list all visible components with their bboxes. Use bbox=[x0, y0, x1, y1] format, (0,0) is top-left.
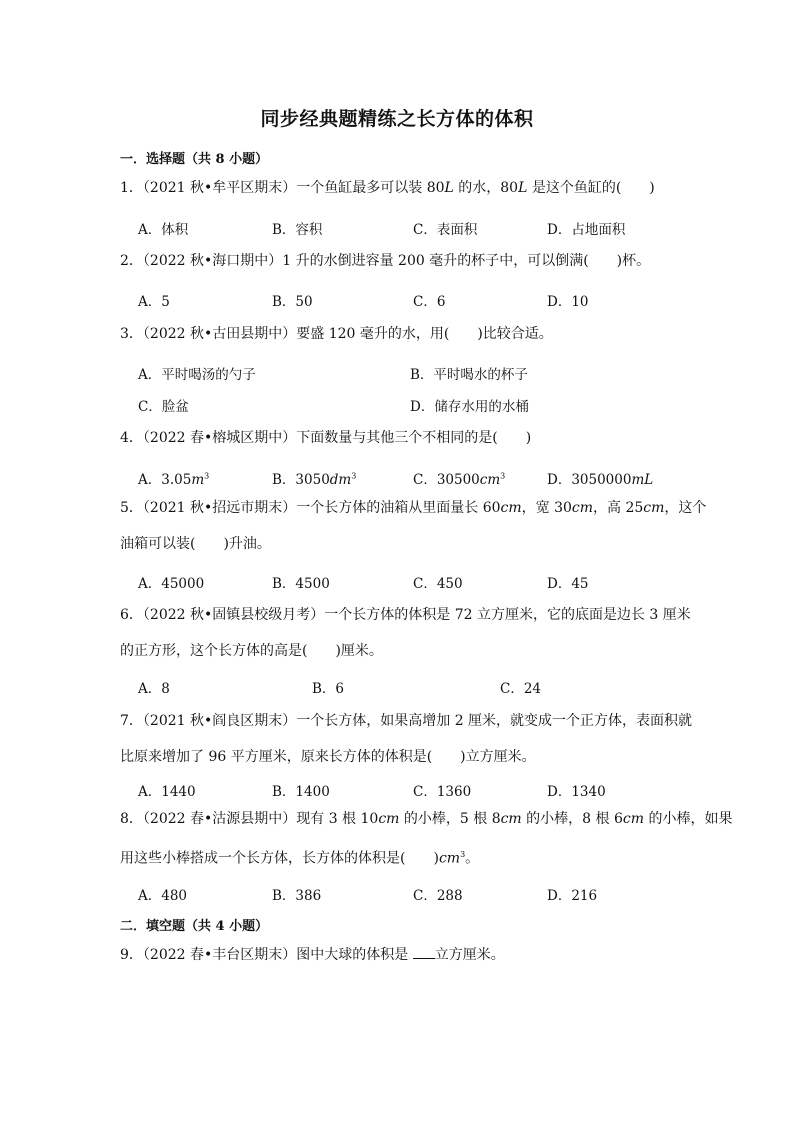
question-5-line-2: 油箱可以装( )升油。 bbox=[120, 536, 271, 552]
option-b[interactable]: B．容积 bbox=[272, 222, 323, 238]
section-heading-multiple-choice: 一．选择题（共 8 小题） bbox=[120, 152, 269, 167]
option-a[interactable]: A．体积 bbox=[138, 222, 189, 238]
option-c[interactable]: C．450 bbox=[413, 576, 463, 592]
option-c[interactable]: C．24 bbox=[500, 681, 542, 697]
option-b[interactable]: B．6 bbox=[312, 681, 345, 697]
option-d[interactable]: D．45 bbox=[547, 576, 589, 592]
question-1-text: 1．（2021 秋•牟平区期末）一个鱼缸最多可以装 80𝐿 的水，80𝐿 是这个鱼缸的( ) bbox=[120, 180, 655, 196]
option-b[interactable] bbox=[272, 468, 356, 488]
option-a[interactable] bbox=[138, 468, 209, 488]
option-a[interactable]: A．1440 bbox=[138, 784, 196, 800]
option-c[interactable] bbox=[413, 468, 505, 488]
question-8-options bbox=[138, 884, 698, 904]
option-b[interactable]: B．平时喝水的杯子 bbox=[410, 367, 528, 383]
question-8-line-2-text: 用这些小棒搭成一个长方体，长方体的体积是( ) bbox=[120, 850, 439, 867]
option-d[interactable]: D．1340 bbox=[547, 784, 606, 800]
option-a-value: A．3.05 bbox=[138, 472, 192, 488]
unit: dm bbox=[329, 472, 352, 488]
option-d[interactable]: D．占地面积 bbox=[547, 222, 626, 238]
option-a[interactable]: A．45000 bbox=[138, 576, 205, 592]
question-2-text: 2．（2022 秋•海口期中）1 升的水倒进容量 200 毫升的杯子中，可以倒满( )杯。 bbox=[120, 253, 651, 269]
question-7-options bbox=[138, 780, 698, 800]
question-5 bbox=[120, 490, 707, 562]
question-8 bbox=[120, 801, 733, 877]
option-b[interactable]: B．1400 bbox=[272, 784, 330, 800]
option-d[interactable]: D．216 bbox=[547, 888, 598, 904]
question-3-options-row2 bbox=[138, 395, 698, 415]
unit: cm bbox=[479, 472, 501, 488]
question-3-options-row1 bbox=[138, 363, 698, 383]
option-c[interactable]: C．288 bbox=[413, 888, 463, 904]
question-6 bbox=[120, 597, 691, 669]
option-b-value: B．3050 bbox=[272, 472, 330, 488]
question-6-options bbox=[138, 677, 698, 697]
question-2-options bbox=[138, 290, 698, 310]
option-a[interactable]: A．480 bbox=[138, 888, 188, 904]
option-c-value: C．30500 bbox=[413, 472, 480, 488]
section-heading-fill-in: 二．填空题（共 4 小题） bbox=[120, 919, 269, 934]
question-9-text bbox=[120, 937, 680, 973]
exponent: 3 bbox=[460, 850, 466, 859]
option-c[interactable]: C．1360 bbox=[413, 784, 472, 800]
option-a[interactable]: A．5 bbox=[138, 294, 170, 310]
answer-blank[interactable] bbox=[413, 946, 435, 959]
question-9 bbox=[120, 937, 680, 973]
option-b[interactable]: B．50 bbox=[272, 294, 313, 310]
page-title: 同步经典题精练之长方体的体积 bbox=[260, 108, 534, 130]
question-1 bbox=[120, 170, 680, 206]
question-7-line-1: 7．（2021 秋•阎良区期末）一个长方体，如果高增加 2 厘米，就变成一个正方体，表面积就 bbox=[120, 713, 693, 729]
question-3 bbox=[120, 316, 680, 352]
question-4-text: 4．（2022 春•榕城区期中）下面数量与其他三个不相同的是( ) bbox=[120, 430, 532, 446]
unit: mL bbox=[631, 472, 654, 488]
exponent: 3 bbox=[351, 471, 357, 481]
question-8-line-2 bbox=[120, 837, 680, 877]
option-d[interactable]: D．10 bbox=[547, 294, 589, 310]
option-b[interactable]: B．4500 bbox=[272, 576, 330, 592]
question-6-line-2: 的正方形，这个长方体的高是( )厘米。 bbox=[120, 643, 383, 659]
question-9-text-start: 9．（2022 春•丰台区期末）图中大球的体积是 bbox=[120, 947, 413, 963]
question-4 bbox=[120, 420, 680, 456]
unit: cm bbox=[438, 850, 461, 867]
question-7 bbox=[120, 703, 693, 775]
option-a[interactable]: A．8 bbox=[138, 681, 170, 697]
option-d-value: D．3050000 bbox=[547, 472, 632, 488]
option-a[interactable]: A．平时喝汤的勺子 bbox=[138, 367, 256, 383]
question-6-line-1: 6．（2022 秋•固镇县校级月考）一个长方体的体积是 72 立方厘米，它的底面是边长 3 厘米 bbox=[120, 607, 691, 623]
unit: m bbox=[191, 472, 205, 488]
question-1-options bbox=[138, 218, 698, 238]
option-c[interactable]: C．6 bbox=[413, 294, 446, 310]
question-9-text-end: 立方厘米。 bbox=[434, 947, 505, 963]
question-2 bbox=[120, 243, 680, 279]
exponent: 3 bbox=[500, 471, 506, 481]
question-5-line-1: 5．（2021 秋•招远市期末）一个长方体的油箱从里面量长 60𝑐𝑚，宽 30𝑐𝑚，高 25𝑐𝑚，这个 bbox=[120, 500, 707, 516]
question-3-text: 3．（2022 秋•古田县期中）要盛 120 毫升的水，用( )比较合适。 bbox=[120, 326, 553, 342]
question-7-line-2: 比原来增加了 96 平方厘米，原来长方体的体积是( )立方厘米。 bbox=[120, 749, 536, 765]
option-c[interactable]: C．脸盆 bbox=[138, 399, 189, 415]
option-d[interactable]: D．储存水用的水桶 bbox=[410, 399, 529, 415]
option-d[interactable] bbox=[547, 468, 653, 488]
question-4-options bbox=[138, 468, 698, 488]
option-c[interactable]: C．表面积 bbox=[413, 222, 478, 238]
exponent: 3 bbox=[204, 471, 210, 481]
option-b[interactable]: B．386 bbox=[272, 888, 322, 904]
question-8-line-1: 8．（2022 春•沽源县期中）现有 3 根 10𝑐𝑚 的小棒，5 根 8𝑐𝑚 的小棒，8 根 6𝑐𝑚 的小棒，如果 bbox=[120, 811, 733, 827]
punctuation: 。 bbox=[465, 850, 480, 867]
question-5-options bbox=[138, 572, 698, 592]
